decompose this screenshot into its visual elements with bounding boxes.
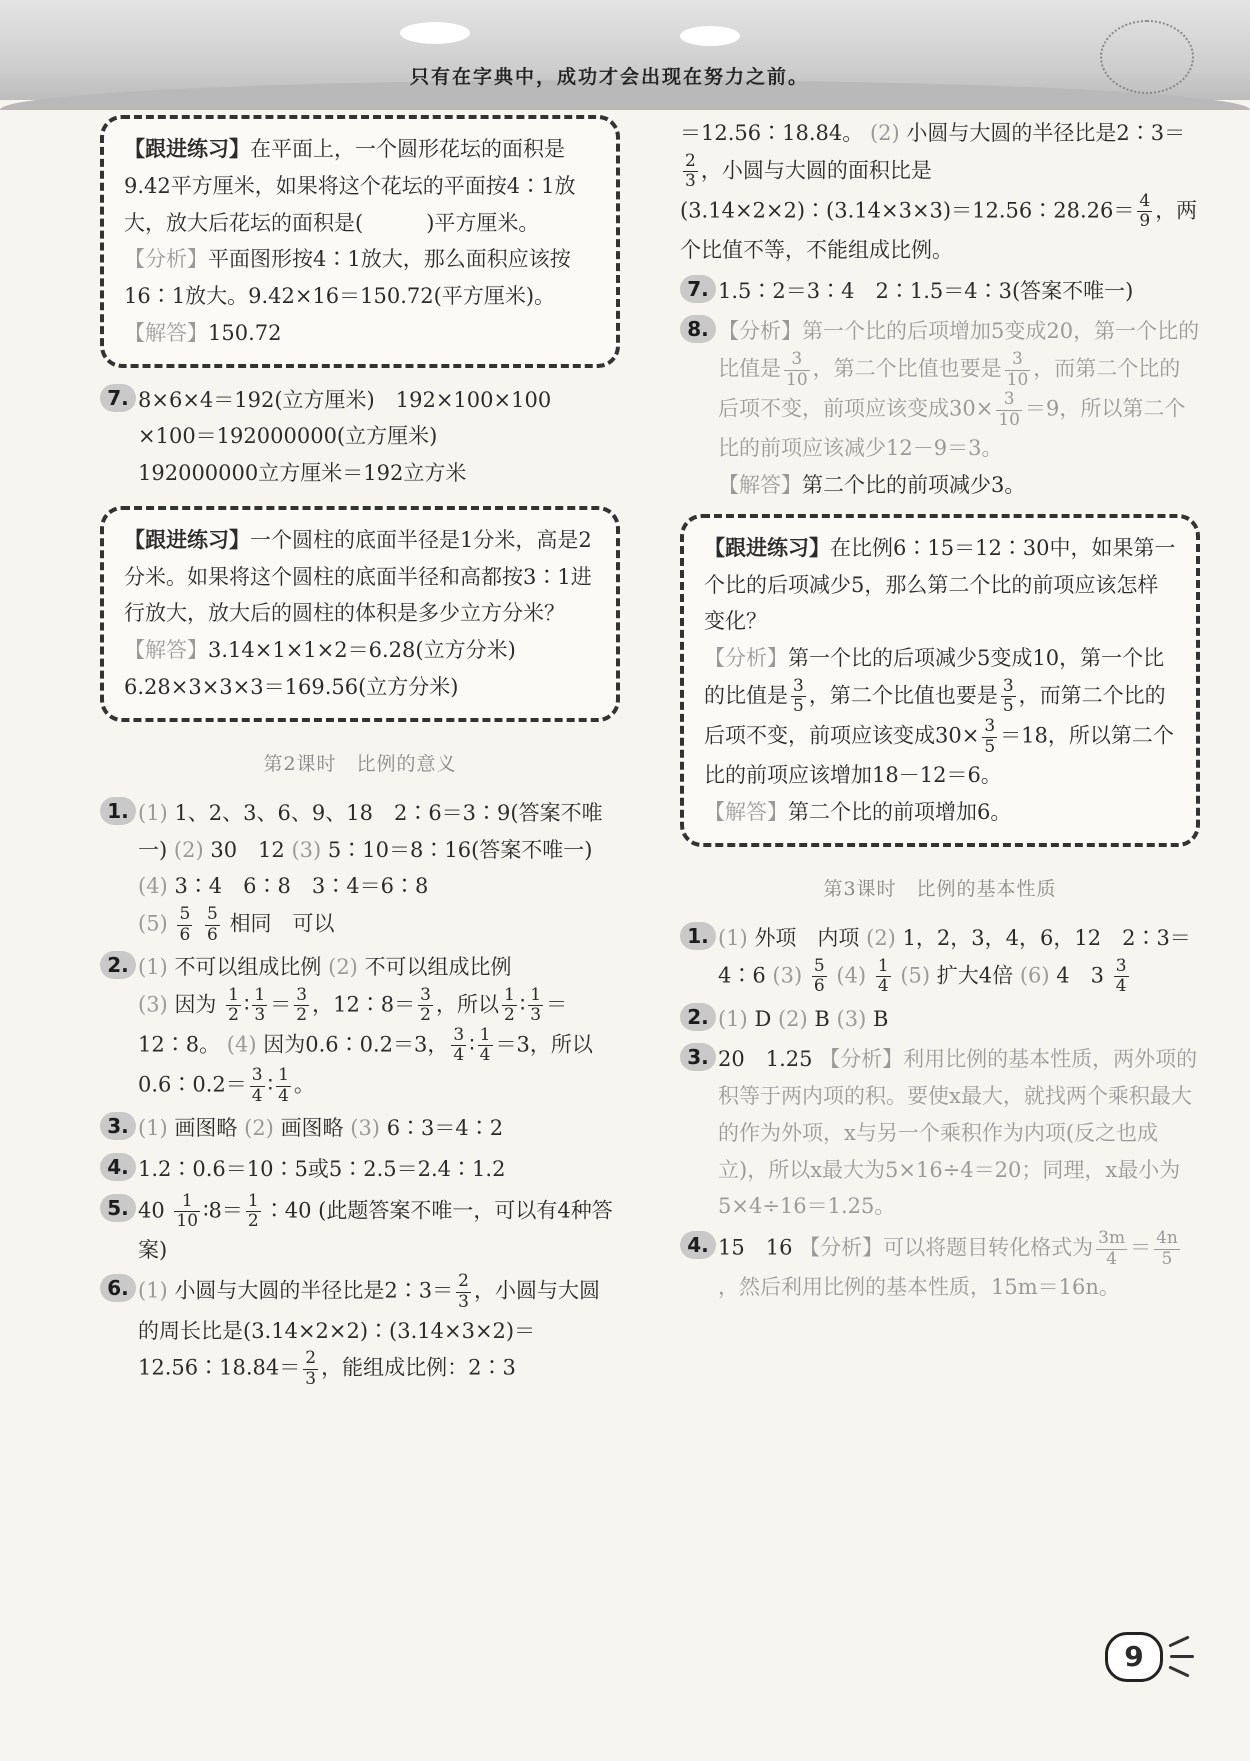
question-number: 8. bbox=[680, 315, 716, 343]
part-label: (1) bbox=[718, 925, 748, 950]
left-column bbox=[100, 115, 620, 1393]
box-tag: 【跟进练习】 bbox=[704, 534, 830, 560]
question-1 bbox=[100, 795, 620, 945]
analysis-text: ，而第二个比的后项不变，前项应该变成30× bbox=[704, 683, 1166, 748]
fraction: $\frac{1}{3}$ bbox=[530, 984, 542, 1026]
fraction: $\frac{3}{10}$ bbox=[1006, 349, 1029, 390]
question-number: 2. bbox=[680, 1003, 716, 1031]
part-answer: 相同 可以 bbox=[229, 911, 335, 936]
fraction: $\frac{3}{5}$ bbox=[1002, 675, 1014, 717]
analysis-text: ，第二个比值也要是 bbox=[812, 356, 1002, 381]
text: 。 bbox=[293, 1072, 315, 1097]
analysis-text: 可以将题目转化格式为 bbox=[883, 1235, 1094, 1260]
analysis-text: ＝18，所以第二个比的前项应该增加18－12＝6。 bbox=[704, 723, 1174, 788]
answer-text: 3.14×1×1×2＝6.28(立方分米) bbox=[208, 638, 516, 662]
answer-line: 192000000立方厘米＝192立方米 bbox=[138, 461, 467, 485]
text: 因为0.6∶0.2＝3， bbox=[263, 1032, 449, 1057]
part-answer: 3∶4 6∶8 3∶4＝6∶8 bbox=[174, 874, 429, 899]
header-banner bbox=[0, 0, 1250, 100]
fraction: $\frac{3}{4}$ bbox=[251, 1065, 263, 1106]
question-3 bbox=[100, 1110, 620, 1147]
cloud-decoration bbox=[680, 26, 740, 46]
fraction: $\frac{5}{6}$ bbox=[813, 955, 825, 997]
question-7 bbox=[680, 273, 1200, 310]
text: ，所以 bbox=[436, 992, 499, 1017]
text: ，小圆与大圆的面积比是(3.14×2×2)∶(3.14×3×3)＝12.56∶28.26＝ bbox=[680, 158, 1135, 223]
question-number: 6. bbox=[100, 1274, 136, 1302]
answer-text: 6.28×3×3×3＝169.56(立方分米) bbox=[124, 674, 459, 699]
text: ，能组成比例：2∶3 bbox=[321, 1355, 516, 1380]
fraction: $\frac{2}{3}$ bbox=[305, 1348, 317, 1389]
analysis-text: 平面图形按4∶1放大，那么面积应该按16∶1放大。9.42×16＝150.72(平方厘米)。 bbox=[124, 247, 571, 308]
analysis-tag: 【分析】 bbox=[819, 1047, 904, 1072]
follow-up-box bbox=[680, 514, 1200, 847]
answer-text: 150.72 bbox=[208, 320, 282, 345]
text: 小圆与大圆的半径比是2∶3＝ bbox=[906, 121, 1186, 145]
question-4 bbox=[100, 1151, 620, 1188]
question-number: 2. bbox=[100, 951, 136, 979]
answer-tag: 【解答】 bbox=[124, 638, 208, 662]
answer-tag: 【解答】 bbox=[124, 320, 208, 345]
part-answer: 扩大4倍 bbox=[936, 963, 1014, 988]
analysis-tag: 【分析】 bbox=[704, 646, 788, 671]
analysis-text: ，而第二个比的后项不变，前项应该变成30× bbox=[718, 356, 1181, 421]
text: ∶8＝ bbox=[203, 1198, 243, 1223]
part-answer: 不可以组成比例 bbox=[174, 955, 322, 980]
fraction: $\frac{2}{3}$ bbox=[685, 150, 696, 192]
text: ＝3，所以0.6∶0.2＝ bbox=[138, 1032, 593, 1097]
fraction: $\frac{5}{6}$ bbox=[179, 904, 191, 945]
answer-tag: 【解答】 bbox=[718, 473, 802, 498]
part-answer: 40 bbox=[138, 1198, 165, 1223]
part-label: (5) bbox=[900, 963, 931, 988]
part-answer: 外项 内项 bbox=[754, 925, 860, 950]
question-number: 7. bbox=[100, 384, 136, 412]
text: 小圆与大圆的半径比是2∶3＝ bbox=[174, 1279, 454, 1304]
fraction: $\frac{1}{4}$ bbox=[479, 1024, 491, 1066]
fraction: $\frac{1}{2}$ bbox=[504, 984, 515, 1026]
fraction: $\frac{3}{2}$ bbox=[296, 984, 308, 1026]
question-2: 2. (1) 不可以组成比例 (2) 不可以组成比例 (3) 因为 $\frac{1}{2}$ ∶ $\frac{1}{3}$ ＝ $\frac{3}{2}$ ，12∶8＝ $\frac{3}{2}$ ，所以 $\frac{1}{2}$ ∶ $\frac{1}{3}$ ＝12∶8。 (4) 因为0.6∶0.2＝3， $\frac{3}{4}$ ∶ $\frac{1}{4}$ ＝3，所以0.6∶0.2＝ $\frac{3}{4}$ ∶ $\frac{1}{4}$ 。 bbox=[100, 949, 620, 1106]
analysis-text: 第一个比的后项减少5变成10，第一个比的比值是 bbox=[704, 646, 1165, 708]
fraction: $\frac{1}{4}$ bbox=[877, 955, 889, 997]
analysis-tag: 【分析】 bbox=[718, 319, 802, 344]
right-column bbox=[680, 115, 1200, 1310]
question-6-continued bbox=[680, 115, 1200, 269]
answer-line: ×100＝192000000(立方厘米) bbox=[138, 424, 438, 449]
part-label: (2) bbox=[866, 925, 896, 950]
question-number: 4. bbox=[100, 1153, 136, 1181]
part-answer: 6∶3＝4∶2 bbox=[386, 1116, 504, 1141]
part-answer: 画图略 bbox=[174, 1116, 238, 1141]
part-label: (1) bbox=[138, 800, 168, 825]
part-label: (3) bbox=[836, 1006, 867, 1031]
part-label: (3) bbox=[138, 992, 168, 1017]
question-number: 1. bbox=[100, 797, 136, 825]
question-number: 1. bbox=[680, 922, 716, 950]
answer-tag: 【解答】 bbox=[704, 799, 788, 824]
analysis-text: ，然后利用比例的基本性质，15m＝16n。 bbox=[718, 1275, 1120, 1300]
fraction: $\frac{1}{2}$ bbox=[247, 1190, 259, 1232]
part-label: (3) bbox=[350, 1116, 380, 1141]
fraction: $\frac{1}{4}$ bbox=[278, 1065, 289, 1106]
fraction: $\frac{3}{4}$ bbox=[453, 1024, 465, 1066]
fraction: $\frac{1}{2}$ bbox=[228, 984, 239, 1026]
ray-decoration bbox=[1170, 1655, 1194, 1658]
cloud-decoration bbox=[400, 22, 470, 44]
fraction: $\frac{3}{5}$ bbox=[793, 675, 804, 717]
fraction: $\frac{3}{10}$ bbox=[998, 389, 1020, 430]
part-answer: 20 1.25 bbox=[718, 1047, 813, 1072]
text: ＝12∶8。 bbox=[138, 992, 568, 1057]
question-7 bbox=[100, 382, 620, 492]
answer-text: 第二个比的前项减少3。 bbox=[802, 473, 1026, 498]
part-label: (1) bbox=[138, 1116, 168, 1141]
part-answer: 4 3 bbox=[1056, 963, 1104, 988]
analysis-text: 第一个比的后项增加5变成20，第一个比的比值是 bbox=[718, 319, 1200, 381]
text: ，12∶8＝ bbox=[312, 992, 416, 1017]
box-tag: 【跟进练习】 bbox=[124, 526, 250, 552]
analysis-text: ＝ bbox=[1130, 1235, 1152, 1260]
part-answer: B bbox=[872, 1006, 889, 1031]
page-number: 9 bbox=[1105, 1632, 1163, 1682]
analysis-tag: 【分析】 bbox=[124, 247, 208, 272]
fraction: $\frac{3m}{4}$ bbox=[1098, 1228, 1126, 1269]
part-label: (5) bbox=[138, 911, 168, 936]
part-answer: 5∶10＝8∶16(答案不唯一) bbox=[327, 837, 593, 862]
answer-text: 第二个比的前项增加6。 bbox=[788, 799, 1012, 824]
part-label: (2) bbox=[869, 121, 900, 145]
part-answer: 1，2，3，4，6，12 2∶3＝4∶6 bbox=[718, 925, 1191, 988]
question-1 bbox=[680, 920, 1200, 997]
part-label: (3) bbox=[772, 963, 803, 988]
part-label: (3) bbox=[291, 837, 322, 862]
question-2 bbox=[680, 1001, 1200, 1038]
tree-icon bbox=[1100, 20, 1194, 94]
text: ，小圆与大圆的周长比是(3.14×2×2)∶(3.14×3×2)＝12.56∶18.84＝ bbox=[138, 1279, 600, 1380]
part-label: (1) bbox=[138, 1279, 168, 1304]
analysis-text: ＝9，所以第二个比的前项应该减少12－9＝3。 bbox=[718, 396, 1186, 461]
part-label: (4) bbox=[138, 874, 168, 899]
part-answer: (此题答案不唯一，可以有4种答案) bbox=[138, 1198, 613, 1262]
box-tag: 【跟进练习】 bbox=[124, 136, 250, 161]
question-4 bbox=[680, 1229, 1200, 1306]
part-answer: 30 12 bbox=[210, 837, 285, 862]
answer-line: 8×6×4＝192(立方厘米) 192×100×100 bbox=[138, 387, 552, 412]
ray-decoration bbox=[1168, 1665, 1189, 1677]
fraction: $\frac{5}{6}$ bbox=[206, 904, 218, 945]
lesson-heading: 第3课时 比例的基本性质 bbox=[823, 877, 1057, 900]
box-question: 在平面上，一个圆形花坛的面积是9.42平方厘米，如果将这个花坛的平面按4∶1放大，放大后花坛的面积是( )平方厘米。 bbox=[124, 137, 576, 235]
analysis-tag: 【分析】 bbox=[799, 1235, 884, 1260]
part-label: (2) bbox=[777, 1006, 808, 1031]
part-answer: B bbox=[814, 1006, 830, 1031]
question-6 bbox=[100, 1272, 620, 1389]
question-number: 5. bbox=[100, 1194, 136, 1222]
part-answer: 1.5∶2＝3∶4 2∶1.5＝4∶3(答案不唯一) bbox=[718, 278, 1134, 303]
part-label: (6) bbox=[1019, 963, 1050, 988]
part-label: (1) bbox=[718, 1006, 748, 1031]
header-motto: 只有在字典中，成功才会出现在努力之前。 bbox=[410, 66, 810, 88]
part-label: (4) bbox=[836, 963, 867, 988]
follow-up-box bbox=[100, 115, 620, 368]
box-question: 在比例6∶15＝12∶30中，如果第一个比的后项减少5，那么第二个比的前项应该怎样变化？ bbox=[704, 535, 1176, 634]
text: ，两个比值不等，不能组成比例。 bbox=[680, 198, 1198, 262]
ray-decoration bbox=[1168, 1635, 1189, 1647]
fraction: $\frac{3}{5}$ bbox=[984, 715, 996, 757]
question-number: 4. bbox=[680, 1231, 716, 1259]
part-label: (4) bbox=[226, 1032, 257, 1057]
text: 因为 bbox=[174, 992, 217, 1017]
fraction: $\frac{1}{10}$ bbox=[176, 1190, 199, 1232]
follow-up-box bbox=[100, 506, 620, 722]
fraction: $\frac{2}{3}$ bbox=[458, 1271, 469, 1313]
analysis-text: 利用比例的基本性质，两外项的积等于两内项的积。要使x最大，就找两个乘积最大的作为外项，x与另一个乘积作为内项(反之也成立)，所以x最大为5×16÷4＝20；同理，x最小为5×4÷16＝1.25。 bbox=[718, 1047, 1198, 1219]
fraction: $\frac{3}{4}$ bbox=[1115, 955, 1127, 997]
fraction: $\frac{1}{3}$ bbox=[254, 984, 266, 1026]
part-answer: 不可以组成比例 bbox=[364, 955, 512, 980]
lesson-heading: 第2课时 比例的意义 bbox=[263, 752, 457, 775]
question-number: 3. bbox=[680, 1043, 716, 1071]
question-8 bbox=[680, 313, 1200, 503]
fraction: $\frac{3}{10}$ bbox=[786, 349, 808, 390]
question-number: 7. bbox=[680, 275, 716, 303]
fraction: $\frac{3}{2}$ bbox=[420, 984, 431, 1026]
part-answer: D bbox=[754, 1006, 772, 1031]
question-3 bbox=[680, 1041, 1200, 1225]
part-answer: 1、2、3、6、9、18 2∶6＝3∶9(答案不唯一) bbox=[138, 800, 603, 862]
part-answer: 1.2∶0.6＝10∶5或5∶2.5＝2.4∶1.2 bbox=[138, 1156, 506, 1181]
part-answer: 15 16 bbox=[718, 1235, 793, 1260]
analysis-text: ，第二个比值也要是 bbox=[808, 683, 998, 708]
fraction: $\frac{4n}{5}$ bbox=[1156, 1228, 1178, 1269]
question-5 bbox=[100, 1192, 620, 1269]
box-question: 一个圆柱的底面半径是1分米，高是2分米。如果将这个圆柱的底面半径和高都按3∶1进行放大，放大后的圆柱的体积是多少立方分米？ bbox=[124, 527, 592, 626]
part-label: (2) bbox=[328, 955, 358, 980]
text: ∶40 bbox=[263, 1198, 312, 1223]
question-number: 3. bbox=[100, 1112, 136, 1140]
part-label: (2) bbox=[244, 1116, 274, 1141]
text: ＝12.56∶18.84。 bbox=[680, 121, 864, 145]
part-label: (1) bbox=[138, 955, 168, 980]
fraction: $\frac{4}{9}$ bbox=[1139, 190, 1151, 232]
part-answer: 画图略 bbox=[280, 1116, 344, 1141]
part-label: (2) bbox=[173, 837, 204, 862]
